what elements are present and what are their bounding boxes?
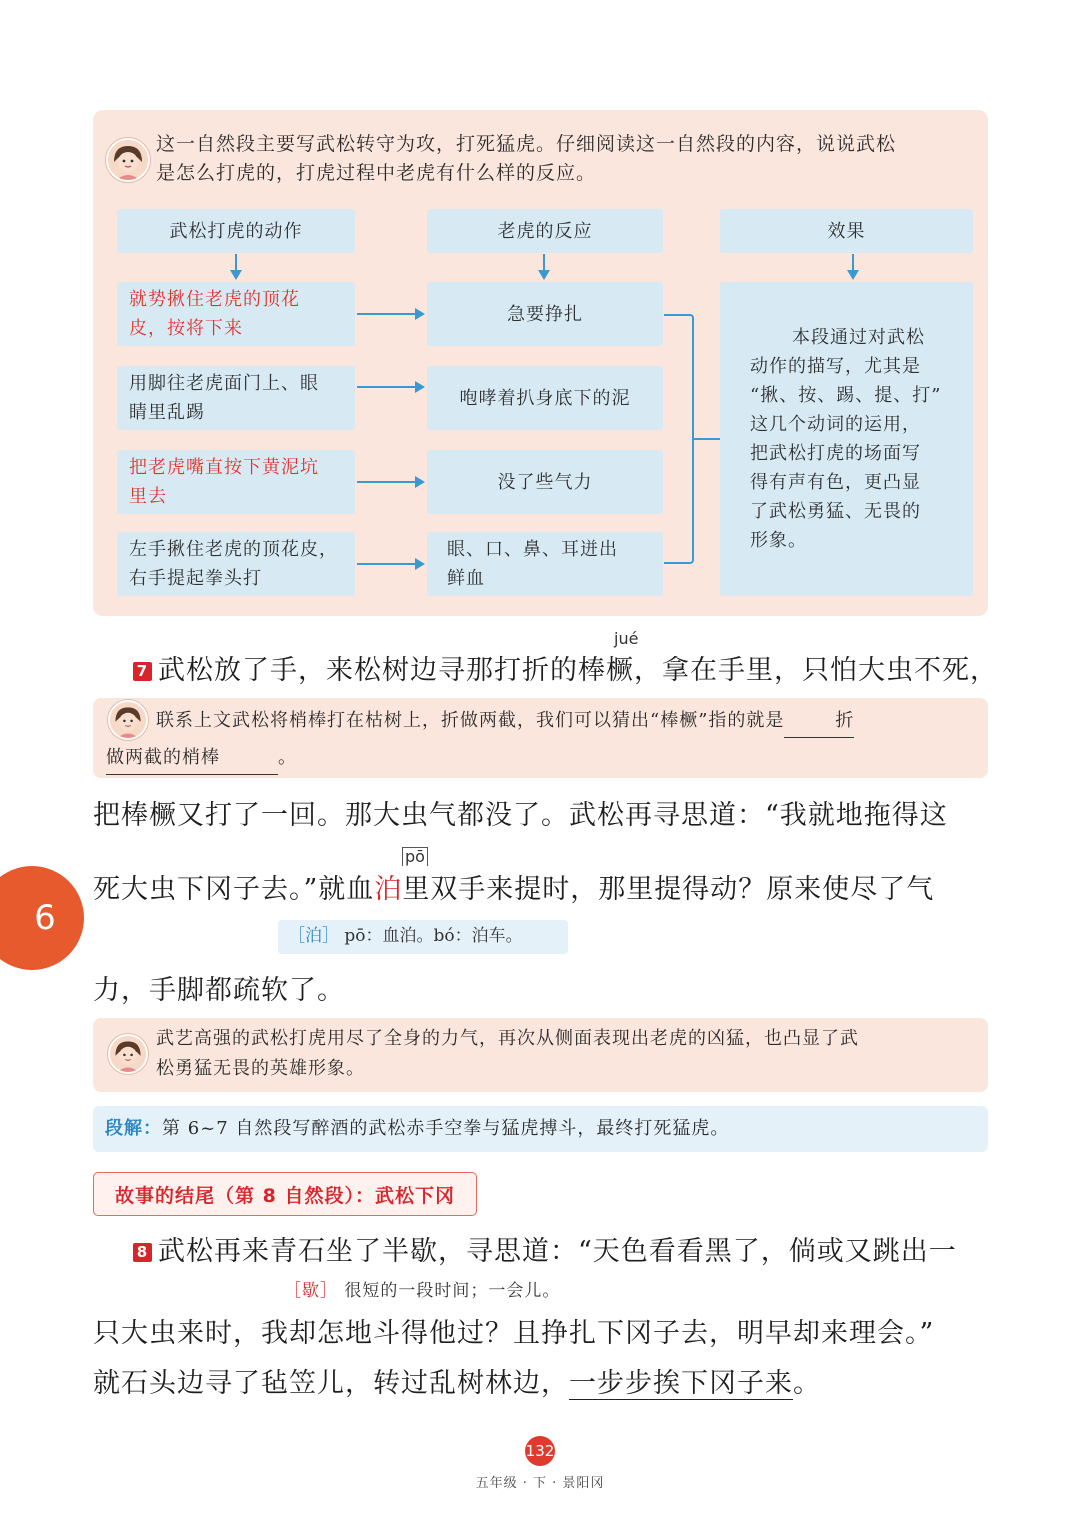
gloss-char: 歇 [302, 1281, 320, 1301]
note2-line1: 武艺高强的武松打虎用尽了全身的力气，再次从侧面表现出老虎的凶猛，也凸显了武 [156, 1028, 859, 1049]
teacher-avatar-icon [108, 700, 148, 740]
down-arrow-icon [538, 270, 550, 280]
reaction-cell-1 [427, 282, 663, 346]
para7-line1-text: 武松放了手，来松树边寻那打折的棒橛，拿在手里，只怕大虫不死， [158, 655, 998, 686]
action-cell-1 [117, 282, 355, 346]
para8-line3-c: 。 [793, 1368, 821, 1399]
right-arrow-icon [415, 476, 425, 488]
bracket-connector [694, 438, 720, 440]
para7-line1 [133, 651, 998, 691]
reaction-2-text: 咆哮着扒身底下的泥 [459, 387, 631, 409]
panel-question-line2: 是怎么打虎的，打虎过程中老虎有什么样的反应。 [156, 162, 597, 184]
action-2-line1: 用脚往老虎面门上、眼 [129, 373, 319, 394]
para7-line2: 把棒橛又打了一回。那大虫气都没了。武松再寻思道：“我就地拖得这 [93, 800, 948, 831]
action-3-line2: 里去 [129, 486, 167, 507]
reaction-3-text: 没了些气力 [497, 471, 593, 493]
effect-line: “揪、按、踢、提、打” [750, 385, 942, 406]
effect-line: 了武松勇猛、无畏的 [750, 501, 921, 522]
note1-text: 联系上文武松将梢棒打在枯树上，折做两截，我们可以猜出“棒橛”指的就是 [156, 710, 785, 731]
underlined-phrase: 一步步挨下冈子来 [569, 1368, 793, 1399]
right-arrow-shaft [357, 313, 417, 315]
reaction-cell-2 [427, 366, 663, 430]
panel-question [156, 130, 986, 188]
action-4-line1: 左手揪住老虎的顶花皮， [129, 539, 338, 560]
para7-line3 [93, 870, 934, 910]
right-arrow-icon [415, 558, 425, 570]
teacher-avatar-icon [106, 138, 150, 182]
note1-line2 [106, 741, 297, 775]
reaction-cell-4 [427, 532, 663, 596]
para8-line3-a: 就石头边寻了毡笠儿，转过乱树林边， [93, 1368, 569, 1399]
action-cell-3 [117, 450, 355, 514]
down-arrow-icon [847, 270, 859, 280]
right-arrow-shaft [357, 386, 417, 388]
note2-line2: 松勇猛无畏的英雄形象。 [156, 1058, 365, 1079]
effect-line: 形象。 [750, 530, 807, 551]
footer-caption: 五年级 · 下 · 景阳冈 [475, 1476, 605, 1491]
effect-line: 得有声有色，更凸显 [750, 472, 921, 493]
gloss-text: 很短的一段时间；一会儿。 [344, 1281, 561, 1301]
action-1-line2: 皮，按将下来 [129, 318, 243, 339]
down-arrow-icon [230, 270, 242, 280]
note1-line1 [156, 704, 854, 738]
action-1-line1: 就势揪住老虎的顶花 [129, 289, 300, 310]
group-bracket [664, 314, 694, 564]
action-cell-2 [117, 366, 355, 430]
effect-line: 本段通过对武松 [792, 327, 925, 348]
reaction-4-line1: 眼、口、鼻、耳迸出 [447, 539, 618, 560]
highlight-char-po: 泊 [374, 874, 403, 905]
reaction-1-text: 急要挣扎 [507, 303, 583, 325]
effect-cell [720, 282, 973, 596]
summary-label: 段解： [105, 1118, 162, 1139]
note1-end: 。 [278, 747, 297, 768]
paragraph-number: 7 [133, 662, 152, 681]
page-number: 132 [525, 1436, 555, 1466]
para8-line2: 只大虫来时，我却怎地斗得他过？且挣扎下冈子去，明早却来理会。” [93, 1318, 935, 1349]
chapter-number-tab: 6 [0, 866, 84, 970]
action-2-line2: 睛里乱踢 [129, 402, 205, 423]
panel-question-line1: 这一自然段主要写武松转守为攻，打死猛虎。仔细阅读这一自然段的内容，说说武松 [156, 133, 897, 155]
reaction-4-line2: 鲜血 [447, 568, 485, 589]
para8-line1-text: 武松再来青石坐了半歇，寻思道：“天色看看黑了，倘或又跳出一 [158, 1236, 957, 1267]
gloss-po [278, 920, 568, 954]
section-heading: 故事的结尾（第 8 自然段）：武松下冈 [93, 1172, 477, 1216]
right-arrow-shaft [357, 481, 417, 483]
note1-answer-part2: 做两截的梢棒 [106, 741, 278, 775]
effect-line: 动作的描写，尤其是 [750, 356, 921, 377]
para7-line3-c: 里双手来提时，那里提得动？原来使尽了气 [402, 874, 935, 905]
effect-line: 这几个动词的运用， [750, 414, 921, 435]
effect-line: 把武松打虎的场面写 [750, 443, 921, 464]
gloss-close-bracket: ］ [322, 926, 339, 946]
action-4-line2: 右手提起拳头打 [129, 568, 262, 589]
gloss-xie [284, 1276, 560, 1301]
right-arrow-icon [415, 308, 425, 320]
header-reactions: 老虎的反应 [427, 209, 663, 253]
para7-line3-a: 死大虫下冈子去。”就血 [93, 874, 375, 905]
header-effect: 效果 [720, 209, 973, 253]
gloss-open-bracket: ［ [284, 1281, 302, 1301]
right-arrow-icon [415, 381, 425, 393]
pinyin-jue: jué [614, 629, 639, 648]
action-3-line1: 把老虎嘴直按下黄泥坑 [129, 457, 319, 478]
gloss-text: pō：血泊。bó：泊车。 [344, 926, 523, 946]
teacher-avatar-icon [108, 1034, 148, 1074]
para7-line4: 力，手脚都疏软了。 [93, 975, 345, 1006]
paragraph-summary [93, 1106, 988, 1152]
header-actions: 武松打虎的动作 [117, 209, 355, 253]
pinyin-po: pō [402, 847, 428, 866]
gloss-open-bracket: ［ [288, 926, 305, 946]
note1-answer-part1: 折 [784, 704, 854, 738]
para8-line1 [133, 1232, 957, 1272]
paragraph-number: 8 [133, 1243, 152, 1262]
note2 [156, 1024, 981, 1084]
gloss-char: 泊 [305, 926, 322, 946]
action-cell-4 [117, 532, 355, 596]
summary-text: 第 6~7 自然段写醉酒的武松赤手空拳与猛虎搏斗，最终打死猛虎。 [162, 1118, 730, 1139]
para8-line3 [93, 1364, 821, 1404]
reaction-cell-3 [427, 450, 663, 514]
right-arrow-shaft [357, 563, 417, 565]
gloss-close-bracket: ］ [320, 1281, 338, 1301]
